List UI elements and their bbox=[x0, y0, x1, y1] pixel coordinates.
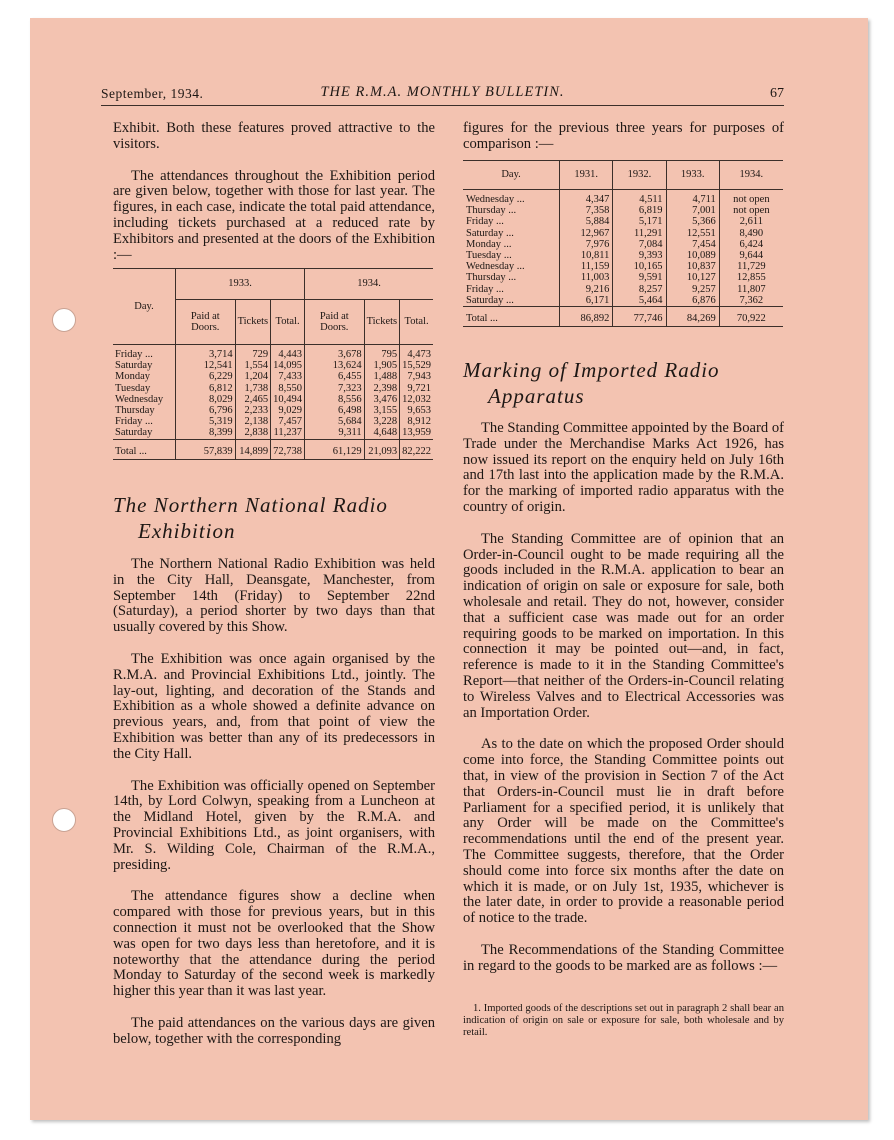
value-cell: 7,358 bbox=[560, 205, 613, 216]
day-cell: Friday ... bbox=[115, 349, 153, 360]
table-row bbox=[113, 371, 433, 382]
table-row bbox=[113, 345, 433, 361]
value-cell: 12,551 bbox=[666, 228, 719, 239]
value-cell: 3,155 bbox=[364, 405, 400, 416]
column-header: Tickets bbox=[235, 300, 271, 345]
total-cell: 77,746 bbox=[613, 307, 666, 327]
table-row bbox=[463, 250, 783, 261]
value-cell: 2,138 bbox=[235, 416, 271, 427]
column-header: 1932. bbox=[613, 161, 666, 190]
value-cell: 8,912 bbox=[400, 416, 433, 427]
total-cell: 84,269 bbox=[666, 307, 719, 327]
value-cell: 9,216 bbox=[560, 284, 613, 295]
day-cell: Tuesday ... bbox=[466, 250, 512, 262]
day-cell: Saturday bbox=[115, 427, 153, 439]
value-cell: 11,003 bbox=[560, 272, 613, 283]
table-row bbox=[113, 383, 433, 394]
day-cell: Thursday ... bbox=[466, 272, 517, 284]
day-cell: Tuesday bbox=[115, 382, 151, 394]
value-cell: 15,529 bbox=[400, 360, 433, 371]
column-header: Day. bbox=[134, 300, 154, 312]
paragraph: The Standing Committee are of opinion that an Order-in-Council ought to be made requiring all the goods included in the R.M.A. application to bear an indication of origin on sale or exposure for sale, both wholesale and retail. They do not, however, consider that a sufficient case was made out for an order requiring goods to be marked on importation. In this connection it may be pointed out—and, in fact, reference is made to it in the Standing Committee's Report—that neither of the Orders-in-Council relating to Wireless Valves and to Electrical Accessories was an Importation Order. bbox=[463, 530, 784, 721]
value-cell: 7,976 bbox=[560, 239, 613, 250]
table-row bbox=[463, 216, 783, 227]
value-cell: 8,029 bbox=[176, 394, 236, 405]
value-cell: 8,550 bbox=[271, 383, 305, 394]
value-cell: 8,257 bbox=[613, 284, 666, 295]
table-row bbox=[113, 405, 433, 416]
value-cell: 2,611 bbox=[719, 216, 783, 227]
table-row bbox=[463, 284, 783, 295]
value-cell: 11,159 bbox=[560, 261, 613, 272]
day-cell: Saturday ... bbox=[466, 294, 514, 306]
total-cell: 82,222 bbox=[400, 439, 433, 459]
paragraph: The attendances throughout the Exhibition period are given below, together with those for last year. The figures, in each case, indicate the total paid attendance, including tickets purchased at a reduced rate by Exhibitors and presented at the doors of the Exhibition :— bbox=[113, 167, 435, 263]
value-cell: 2,398 bbox=[364, 383, 400, 394]
value-cell: 2,233 bbox=[235, 405, 271, 416]
total-cell: 57,839 bbox=[176, 439, 236, 459]
table-row bbox=[463, 228, 783, 239]
value-cell: 11,807 bbox=[719, 284, 783, 295]
value-cell: 7,084 bbox=[613, 239, 666, 250]
total-cell: 72,738 bbox=[271, 439, 305, 459]
value-cell: 4,443 bbox=[271, 345, 305, 361]
value-cell: 7,323 bbox=[305, 383, 365, 394]
value-cell: 5,464 bbox=[613, 295, 666, 307]
column-header: Paid at Doors. bbox=[305, 300, 365, 345]
day-cell: Thursday bbox=[115, 405, 155, 417]
punch-hole bbox=[52, 808, 76, 832]
column-header: Total. bbox=[271, 300, 305, 345]
value-cell: 1,204 bbox=[235, 371, 271, 382]
value-cell: 4,347 bbox=[560, 190, 613, 206]
value-cell: 11,237 bbox=[271, 427, 305, 439]
value-cell: 6,876 bbox=[666, 295, 719, 307]
value-cell: 11,729 bbox=[719, 261, 783, 272]
day-cell: Wednesday ... bbox=[466, 194, 525, 205]
total-cell: 86,892 bbox=[560, 307, 613, 327]
paragraph: Exhibit. Both these features proved attractive to the visitors. bbox=[113, 120, 435, 152]
value-cell: 5,171 bbox=[613, 216, 666, 227]
column-header: 1931. bbox=[560, 161, 613, 190]
table-row bbox=[463, 261, 783, 272]
value-cell: 9,721 bbox=[400, 383, 433, 394]
day-cell: Friday ... bbox=[466, 283, 504, 295]
value-cell: 10,165 bbox=[613, 261, 666, 272]
value-cell: 3,714 bbox=[176, 345, 236, 361]
value-cell: 6,229 bbox=[176, 371, 236, 382]
value-cell: 5,884 bbox=[560, 216, 613, 227]
value-cell: 9,393 bbox=[613, 250, 666, 261]
value-cell: 7,433 bbox=[271, 371, 305, 382]
table-row bbox=[113, 360, 433, 371]
issue-date: September, 1934. bbox=[101, 86, 204, 101]
header-rule bbox=[101, 105, 784, 106]
value-cell: 9,644 bbox=[719, 250, 783, 261]
value-cell: 3,476 bbox=[364, 394, 400, 405]
day-cell: Friday ... bbox=[115, 416, 153, 428]
day-cell: Friday ... bbox=[466, 216, 504, 228]
column-header: Total. bbox=[400, 300, 433, 345]
paragraph: figures for the previous three years for purposes of comparison :— bbox=[463, 120, 784, 152]
value-cell: 8,490 bbox=[719, 228, 783, 239]
value-cell: 4,473 bbox=[400, 345, 433, 361]
publication-title: THE R.M.A. MONTHLY BULLETIN. bbox=[320, 84, 565, 100]
value-cell: 7,457 bbox=[271, 416, 305, 427]
total-row bbox=[113, 439, 433, 459]
paragraph: The attendance figures show a decline when compared with those for previous years, but in this connection it must not be overlooked that the Show was open for two days less than heretofore, and it is noteworthy that the attendance during the period Monday to Saturday of the second week is markedly higher this year than it was last year. bbox=[113, 888, 435, 1000]
value-cell: 13,624 bbox=[305, 360, 365, 371]
value-cell: 6,819 bbox=[613, 205, 666, 216]
value-cell: 1,738 bbox=[235, 383, 271, 394]
table-row bbox=[113, 416, 433, 427]
column-header: Day. bbox=[501, 169, 521, 181]
punch-hole bbox=[52, 308, 76, 332]
value-cell: not open bbox=[719, 205, 783, 216]
value-cell: 9,029 bbox=[271, 405, 305, 416]
section-heading-marking-imported-radio: Marking of Imported Radio Apparatus bbox=[463, 358, 720, 408]
value-cell: 8,399 bbox=[176, 427, 236, 439]
paragraph: The Standing Committee appointed by the Board of Trade under the Merchandise Marks Act 1926, has now issued its report on the enquiry held on July 16th and 17th last into the application made by the R.M.A. for the marking of imported radio apparatus with the country of origin. bbox=[463, 420, 784, 515]
day-cell: Monday bbox=[115, 371, 150, 383]
value-cell: 12,967 bbox=[560, 228, 613, 239]
value-cell: 7,943 bbox=[400, 371, 433, 382]
day-cell: Wednesday ... bbox=[466, 261, 525, 273]
value-cell: 14,095 bbox=[271, 360, 305, 371]
day-cell: Thursday ... bbox=[466, 205, 517, 217]
value-cell: 8,556 bbox=[305, 394, 365, 405]
section-heading-northern-exhibition: The Northern National Radio Exhibition bbox=[113, 493, 388, 543]
value-cell: 10,127 bbox=[666, 272, 719, 283]
paragraph: As to the date on which the proposed Order should come into force, the Standing Committee points out that, in view of the provision in Section 7 of the Act that Orders-in-Council must lie in draft before Parliament for a specified period, it is unlikely that any Order will be made on the Committee's recommendations until the end of the present year. The Committee suggests, therefore, that the Order should come into force six months after the date on which it is made, or on July 1st, 1935, whichever is the later date, in order to provide a reasonable period of notice to the trade. bbox=[463, 736, 784, 927]
right-column-body bbox=[463, 421, 784, 991]
value-cell: 4,711 bbox=[666, 190, 719, 206]
total-row bbox=[463, 307, 783, 327]
value-cell: 5,684 bbox=[305, 416, 365, 427]
value-cell: 9,653 bbox=[400, 405, 433, 416]
paragraph: The Exhibition was officially opened on September 14th, by Lord Colwyn, speaking from a Luncheon at the Midland Hotel, given by the R.M.A. and Provincial Exhibitions Ltd., as joint organisers, with Mr. S. Wilding Cole, Chairman of the R.M.A., presiding. bbox=[113, 777, 435, 873]
value-cell: 9,257 bbox=[666, 284, 719, 295]
paragraph: The paid attendances on the various days are given below, together with the corresponding bbox=[113, 1014, 435, 1047]
value-cell: not open bbox=[719, 190, 783, 206]
value-cell: 7,454 bbox=[666, 239, 719, 250]
year-header: 1933. bbox=[176, 269, 305, 300]
value-cell: 9,311 bbox=[305, 427, 365, 439]
value-cell: 3,678 bbox=[305, 345, 365, 361]
left-column-intro bbox=[113, 121, 435, 279]
left-column-body bbox=[113, 557, 435, 1064]
value-cell: 795 bbox=[364, 345, 400, 361]
value-cell: 7,001 bbox=[666, 205, 719, 216]
value-cell: 12,032 bbox=[400, 394, 433, 405]
value-cell: 5,319 bbox=[176, 416, 236, 427]
column-header: Tickets bbox=[364, 300, 400, 345]
day-cell: Saturday ... bbox=[466, 227, 514, 239]
total-cell: 21,093 bbox=[364, 439, 400, 459]
attendance-table-1933-1934 bbox=[113, 268, 433, 460]
total-label: Total ... bbox=[115, 445, 147, 457]
table-row bbox=[463, 272, 783, 283]
column-header: 1933. bbox=[666, 161, 719, 190]
table-row bbox=[113, 427, 433, 439]
value-cell: 6,424 bbox=[719, 239, 783, 250]
page-number: 67 bbox=[770, 86, 784, 101]
day-cell: Saturday bbox=[115, 360, 153, 372]
running-header bbox=[101, 84, 784, 106]
year-header: 1934. bbox=[305, 269, 434, 300]
value-cell: 1,554 bbox=[235, 360, 271, 371]
paragraph: The Recommendations of the Standing Committee in regard to the goods to be marked are as follows :— bbox=[463, 941, 784, 974]
value-cell: 3,228 bbox=[364, 416, 400, 427]
total-label: Total ... bbox=[466, 312, 498, 324]
total-cell: 61,129 bbox=[305, 439, 365, 459]
value-cell: 6,455 bbox=[305, 371, 365, 382]
value-cell: 729 bbox=[235, 345, 271, 361]
value-cell: 4,511 bbox=[613, 190, 666, 206]
column-header: 1934. bbox=[719, 161, 783, 190]
value-cell: 7,362 bbox=[719, 295, 783, 307]
value-cell: 10,089 bbox=[666, 250, 719, 261]
value-cell: 2,838 bbox=[235, 427, 271, 439]
value-cell: 2,465 bbox=[235, 394, 271, 405]
column-header: Paid at Doors. bbox=[176, 300, 236, 345]
value-cell: 10,494 bbox=[271, 394, 305, 405]
value-cell: 9,591 bbox=[613, 272, 666, 283]
paragraph: The Exhibition was once again organised by the R.M.A. and Provincial Exhibitions Ltd., jointly. The lay-out, lighting, and decoration of the Stands and Exhibition as a whole showed a definite advance on previous years, and, from that point of view the Exhibition was better than any of its predecessors in the City Hall. bbox=[113, 650, 435, 762]
value-cell: 10,837 bbox=[666, 261, 719, 272]
value-cell: 12,541 bbox=[176, 360, 236, 371]
value-cell: 11,291 bbox=[613, 228, 666, 239]
value-cell: 1,488 bbox=[364, 371, 400, 382]
value-cell: 5,366 bbox=[666, 216, 719, 227]
value-cell: 12,855 bbox=[719, 272, 783, 283]
day-cell: Wednesday bbox=[115, 393, 164, 405]
value-cell: 6,812 bbox=[176, 383, 236, 394]
value-cell: 6,171 bbox=[560, 295, 613, 307]
table-row bbox=[463, 190, 783, 206]
attendance-comparison-table bbox=[463, 160, 783, 327]
value-cell: 1,905 bbox=[364, 360, 400, 371]
total-cell: 14,899 bbox=[235, 439, 271, 459]
total-cell: 70,922 bbox=[719, 307, 783, 327]
value-cell: 10,811 bbox=[560, 250, 613, 261]
value-cell: 13,959 bbox=[400, 427, 433, 439]
table-row bbox=[113, 394, 433, 405]
value-cell: 4,648 bbox=[364, 427, 400, 439]
table-row bbox=[463, 239, 783, 250]
footnote: 1. Imported goods of the descriptions set out in paragraph 2 shall bear an indication of origin on sale or exposure for sale, both wholesale and by retail. bbox=[463, 1003, 784, 1038]
value-cell: 6,498 bbox=[305, 405, 365, 416]
value-cell: 6,796 bbox=[176, 405, 236, 416]
table-row bbox=[463, 295, 783, 307]
day-cell: Monday ... bbox=[466, 238, 512, 250]
paragraph: The Northern National Radio Exhibition was held in the City Hall, Deansgate, Manchester, from September 14th (Friday) to September 22nd (Saturday), a period shorter by two days than that usually covered by this Show. bbox=[113, 556, 435, 636]
table-row bbox=[463, 205, 783, 216]
